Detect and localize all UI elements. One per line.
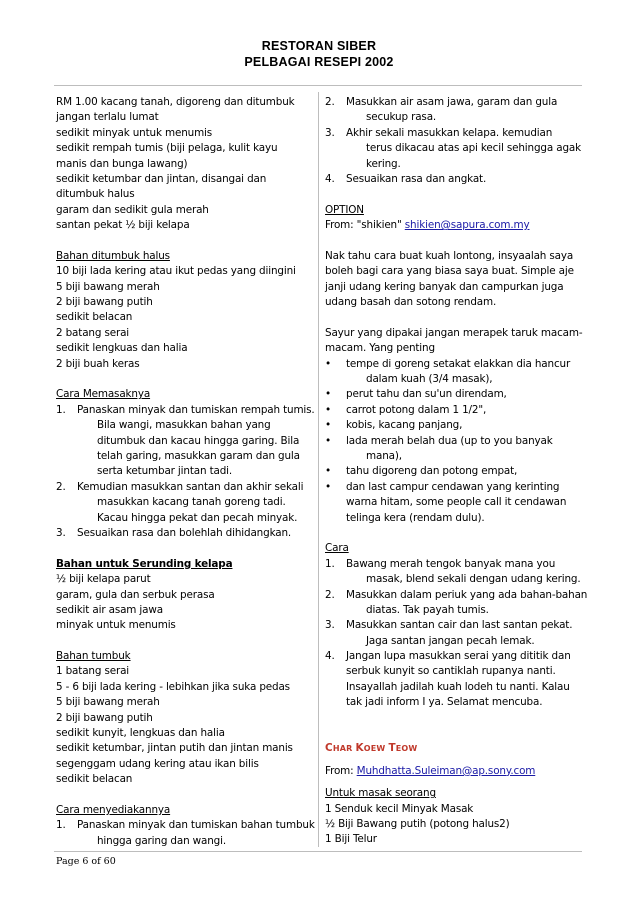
text-line: [56, 772, 312, 787]
line-text: Kacau hingga pekat dan pecah minyak.: [97, 511, 298, 524]
line-text: RM 1.00 kacang tanah, digoreng dan ditumbuk: [56, 96, 295, 108]
line-text: jangan terlalu lumat: [56, 111, 159, 124]
line-text: 2 batang serai: [56, 326, 130, 339]
left-column: [56, 95, 315, 849]
line-text: sedikit rempah tumis (biji pelaga, kulit kayu: [56, 142, 278, 155]
line-text: ditumbuk dan kacau hingga garing. Bila: [97, 434, 300, 447]
line-text: Sesuaikan rasa dan angkat.: [346, 172, 487, 185]
line-text: secukup rasa.: [366, 111, 437, 124]
spacer: [325, 711, 583, 726]
line-text: Bila wangi, masukkan bahan yang: [97, 419, 271, 432]
line-text: udang basah dan sotong rendam.: [325, 296, 497, 309]
line-text: Cara Memasaknya: [56, 388, 151, 401]
spacer: [56, 788, 312, 803]
line-text: ½ Biji Bawang putih (potong halus2): [325, 817, 510, 830]
step-number: 1.: [325, 557, 335, 570]
line-text: perut tahu dan su'un direndam,: [346, 388, 507, 401]
line-text: santan pekat ½ biji kelapa: [56, 219, 190, 232]
line-text: serta ketumbar jintan tadi.: [97, 465, 233, 478]
text-line: [325, 141, 583, 156]
text-line: [325, 817, 583, 832]
text-line: [325, 603, 583, 618]
text-line: [325, 634, 583, 649]
line-text: 5 biji bawang merah: [56, 696, 160, 709]
text-line: [56, 310, 312, 325]
text-line: [325, 764, 583, 779]
bullet-item: [325, 418, 583, 433]
line-text: dan last campur cendawan yang kerinting: [346, 480, 560, 493]
text-line: [325, 802, 583, 817]
line-text: 1 Senduk kecil Minyak Masak: [325, 802, 474, 815]
step-number: 3.: [325, 619, 335, 632]
line-text: Insayallah jadilah kuah lodeh tu nanti. Kalau: [346, 680, 570, 693]
text-line: [56, 187, 312, 202]
text-line: [56, 141, 312, 156]
header-rule: [54, 85, 582, 86]
spacer: [56, 234, 312, 249]
line-text: diatas. Tak payah tumis.: [366, 603, 489, 616]
line-text: dalam kuah (3/4 masak),: [366, 373, 493, 386]
spacer: [325, 187, 583, 202]
text-line: [325, 372, 583, 387]
spacer: [325, 526, 583, 541]
line-text: 5 - 6 biji lada kering - lebihkan jika suka pedas: [56, 680, 290, 693]
step-number: 1.: [56, 819, 66, 832]
line-text: ½ biji kelapa parut: [56, 573, 151, 586]
line-text: warna hitam, some people call it cendawan: [346, 496, 567, 509]
line-text: From:: [325, 764, 357, 777]
text-line: [325, 249, 583, 264]
bullet-icon: •: [325, 403, 331, 416]
text-line: [56, 449, 312, 464]
line-text: tahu digoreng dan potong empat,: [346, 465, 518, 478]
text-line: [56, 357, 312, 372]
page-number: Page 6 of 60: [56, 856, 116, 867]
text-line: [56, 572, 312, 587]
line-text: manis dan bunga lawang): [56, 157, 188, 170]
line-text: serbuk kunyit so cantiklah rupanya nanti.: [346, 665, 556, 678]
step-number: 2.: [325, 588, 335, 601]
numbered-step: [325, 95, 583, 110]
bullet-icon: •: [325, 419, 331, 432]
email-link[interactable]: shikien@sapura.com.my: [404, 219, 530, 232]
line-text: Masukkan santan cair dan last santan pekat.: [346, 619, 573, 632]
footer-rule: [54, 851, 582, 852]
line-text: sedikit kunyit, lengkuas dan halia: [56, 727, 225, 740]
bullet-icon: •: [325, 434, 331, 447]
text-line: [56, 95, 312, 110]
line-text: masukkan kacang tanah goreng tadi.: [97, 496, 286, 509]
numbered-step: [325, 649, 583, 664]
bullet-icon: •: [325, 388, 331, 401]
text-line: [56, 280, 312, 295]
line-text: janji udang kering banyak dan campurkan juga: [325, 280, 564, 293]
line-text: lada merah belah dua (up to you banyak: [346, 434, 553, 447]
line-text: carrot potong dalam 1 1/2",: [346, 403, 487, 416]
step-number: 4.: [325, 650, 335, 663]
text-line: [325, 495, 583, 510]
line-text: sedikit belacan: [56, 773, 133, 786]
line-text: tak jadi inform I ya. Selamat mencuba.: [346, 696, 543, 709]
line-text: Masukkan air asam jawa, garam dan gula: [346, 96, 558, 108]
bullet-item: [325, 387, 583, 402]
numbered-step: [325, 618, 583, 633]
numbered-step: [325, 557, 583, 572]
text-line: [325, 326, 583, 341]
line-text: sedikit ketumbar dan jintan, disangai dan: [56, 172, 267, 185]
text-line: [56, 326, 312, 341]
line-text: segenggam udang kering atau ikan bilis: [56, 757, 259, 770]
line-text: sedikit air asam jawa: [56, 603, 163, 616]
line-text: minyak untuk menumis: [56, 619, 176, 632]
line-text: macam. Yang penting: [325, 342, 435, 355]
text-line: [325, 695, 583, 710]
text-line: [56, 588, 312, 603]
step-number: 1.: [56, 403, 66, 416]
line-text: sedikit ketumbar, jintan putih dan jintan manis: [56, 742, 293, 755]
text-line: [56, 603, 312, 618]
numbered-step: [56, 818, 315, 833]
line-text: 5 biji bawang merah: [56, 280, 160, 293]
text-line: [56, 495, 312, 510]
right-column: [325, 95, 588, 848]
line-text: telinga kera (rendam dulu).: [346, 511, 485, 524]
line-text: Bahan untuk Serunding kelapa: [56, 557, 233, 570]
text-line: [325, 110, 583, 125]
numbered-step: [325, 126, 583, 141]
text-line: [325, 680, 583, 695]
line-text: Panaskan minyak dan tumiskan bahan tumbuk: [77, 819, 315, 832]
recipe-title: [325, 741, 583, 756]
text-line: [56, 264, 312, 279]
line-text: Kemudian masukkan santan dan akhir sekali: [77, 480, 304, 493]
line-text: Bahan ditumbuk halus: [56, 249, 170, 262]
bullet-item: [325, 357, 583, 372]
text-line: [56, 741, 312, 756]
step-number: 3.: [56, 526, 66, 539]
step-number: 2.: [325, 96, 335, 108]
line-text: 2 biji bawang putih: [56, 711, 153, 724]
line-text: boleh bagi cara yang biasa saya buat. Simple aje: [325, 265, 574, 278]
text-line: [56, 664, 312, 679]
bullet-icon: •: [325, 357, 331, 370]
text-line: [56, 295, 312, 310]
text-line: [56, 834, 312, 849]
text-line: [56, 726, 312, 741]
text-line: [56, 218, 312, 233]
line-text: kobis, kacang panjang,: [346, 419, 463, 432]
line-text: kering.: [366, 157, 401, 170]
text-line: [56, 434, 312, 449]
bullet-icon: •: [325, 480, 331, 493]
line-text: Sesuaikan rasa dan bolehlah dihidangkan.: [77, 526, 292, 539]
text-line: [56, 126, 312, 141]
text-line: [56, 172, 312, 187]
line-text: 2 biji bawang putih: [56, 296, 153, 309]
line-text: 2 biji buah keras: [56, 357, 140, 370]
line-text: Jaga santan jangan pecah lemak.: [366, 634, 535, 647]
bullet-item: [325, 403, 583, 418]
bullet-item: [325, 464, 583, 479]
spacer: [325, 310, 583, 325]
text-line: [325, 832, 583, 847]
section-heading: [325, 203, 583, 218]
line-text: tempe di goreng setakat elakkan dia hancur: [346, 357, 571, 370]
line-text: telah garing, masukkan garam dan gula: [97, 449, 300, 462]
bullet-icon: •: [325, 465, 331, 478]
column-divider: [318, 92, 319, 847]
section-heading: [325, 786, 583, 801]
line-text: garam dan sedikit gula merah: [56, 203, 209, 216]
text-line: [325, 218, 583, 233]
text-line: [56, 157, 312, 172]
line-text: sedikit belacan: [56, 311, 133, 324]
line-text: OPTION: [325, 203, 364, 216]
text-line: [56, 618, 312, 633]
text-line: [325, 157, 583, 172]
line-text: Cara: [325, 542, 349, 555]
text-line: [56, 418, 312, 433]
section-heading: [325, 541, 583, 556]
email-link[interactable]: Muhdhatta.Suleiman@ap.sony.com: [356, 764, 536, 777]
numbered-step: [56, 480, 312, 495]
recipe-title-text: CHAR KOEW TEOW: [325, 742, 418, 755]
text-line: [325, 280, 583, 295]
text-line: [325, 511, 583, 526]
bullet-item: [325, 434, 583, 449]
line-text: Jangan lupa masukkan serai yang dititik dan: [346, 650, 571, 663]
bullet-item: [325, 480, 583, 495]
section-heading: [56, 557, 312, 572]
spacer: [325, 234, 583, 249]
line-text: hingga garing dan wangi.: [97, 834, 227, 847]
line-text: ditumbuk halus: [56, 188, 135, 201]
line-text: terus dikacau atas api kecil sehingga agak: [366, 142, 581, 155]
line-text: garam, gula dan serbuk perasa: [56, 588, 215, 601]
text-line: [325, 664, 583, 679]
header-subtitle: PELBAGAI RESEPI 2002: [244, 55, 394, 69]
text-line: [56, 203, 312, 218]
line-text: Nak tahu cara buat kuah lontong, insyaalah saya: [325, 249, 574, 262]
section-heading: [56, 803, 312, 818]
numbered-step: [56, 526, 312, 541]
text-line: [325, 341, 583, 356]
spacer: [325, 757, 583, 764]
text-line: [56, 341, 312, 356]
text-line: [56, 110, 312, 125]
spacer: [56, 634, 312, 649]
line-text: Bahan tumbuk: [56, 650, 131, 663]
spacer: [325, 779, 583, 786]
line-text: Masukkan dalam periuk yang ada bahan-bahan: [346, 588, 588, 601]
numbered-step: [56, 403, 315, 418]
line-text: masak, blend sekali dengan udang kering.: [366, 573, 581, 586]
text-line: [56, 464, 312, 479]
text-line: [325, 264, 583, 279]
text-line: [56, 711, 312, 726]
line-text: Cara menyediakannya: [56, 803, 171, 816]
line-text: 10 biji lada kering atau ikut pedas yang diingini: [56, 265, 296, 278]
line-text: Sayur yang dipakai jangan merapek taruk macam-: [325, 326, 583, 339]
document-header: [0, 38, 638, 70]
section-heading: [56, 387, 312, 402]
line-text: mana),: [366, 449, 402, 462]
text-line: [325, 572, 583, 587]
text-line: [325, 295, 583, 310]
line-text: From: "shikien": [325, 219, 405, 232]
section-heading: [56, 249, 312, 264]
line-text: 1 batang serai: [56, 665, 130, 678]
spacer: [325, 726, 583, 741]
line-text: Akhir sekali masukkan kelapa. kemudian: [346, 126, 553, 139]
text-line: [56, 511, 312, 526]
spacer: [56, 541, 312, 556]
line-text: 1 Biji Telur: [325, 833, 377, 846]
section-heading: [56, 649, 312, 664]
line-text: sedikit minyak untuk menumis: [56, 126, 213, 139]
line-text: Bawang merah tengok banyak mana you: [346, 557, 556, 570]
line-text: Panaskan minyak dan tumiskan rempah tumis.: [77, 403, 315, 416]
numbered-step: [325, 588, 588, 603]
text-line: [325, 449, 583, 464]
numbered-step: [325, 172, 583, 187]
text-line: [56, 695, 312, 710]
header-title: RESTORAN SIBER: [261, 39, 377, 53]
step-number: 3.: [325, 126, 335, 139]
text-line: [56, 757, 312, 772]
line-text: Untuk masak seorang: [325, 787, 436, 800]
step-number: 2.: [56, 480, 66, 493]
line-text: sedikit lengkuas dan halia: [56, 342, 188, 355]
spacer: [56, 372, 312, 387]
step-number: 4.: [325, 172, 335, 185]
text-line: [56, 680, 312, 695]
